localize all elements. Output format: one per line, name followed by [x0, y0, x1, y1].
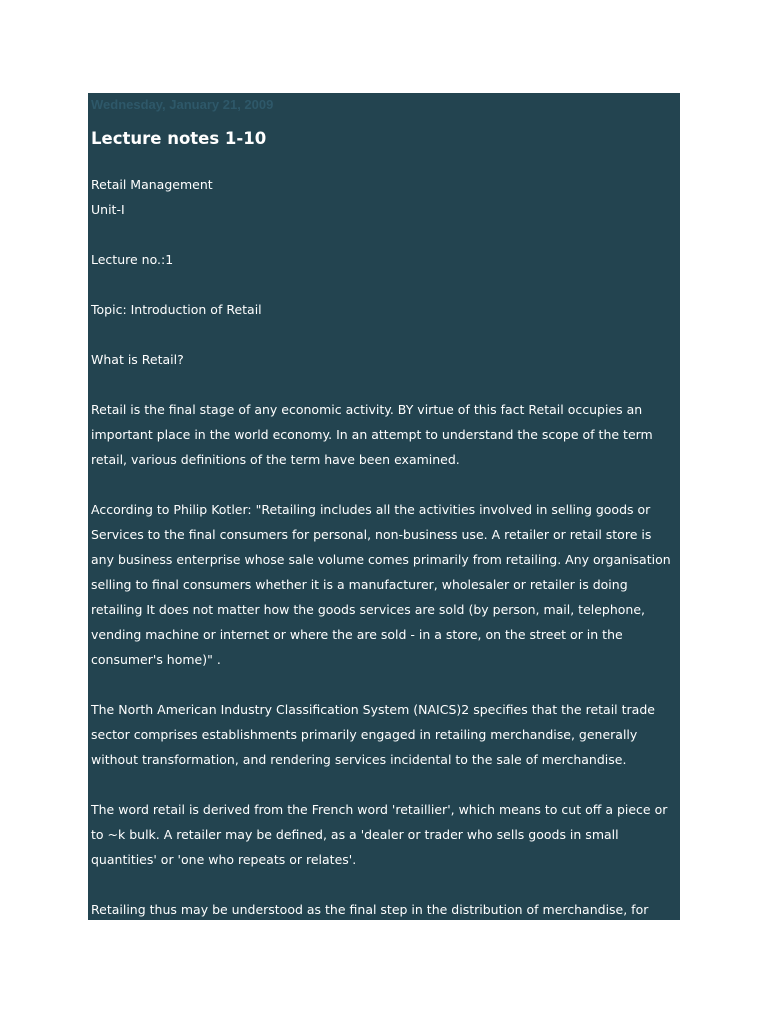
post-date: Wednesday, January 21, 2009 — [91, 97, 274, 112]
paragraph: The word retail is derived from the French word 'retaillier', which means to cut off a piece or to ~k bulk. A retailer may be defined, as a 'dealer or trader who sells goods in small quantities' or 'one who repeats or relates'. — [91, 802, 668, 867]
subject-line: Retail Management — [91, 177, 213, 192]
lecture-number: Lecture no.:1 — [91, 252, 174, 267]
paragraph: Retail is the final stage of any economic activity. BY virtue of this fact Retail occupies an important place in the world economy. In an attempt to understand the scope of the term retail, various definitions of the term have been examined. — [91, 402, 653, 467]
subject-heading — [91, 172, 677, 222]
section-question: What is Retail? — [91, 352, 184, 367]
blog-post-panel — [88, 93, 680, 920]
unit-line: Unit-I — [91, 202, 125, 217]
topic-line: Topic: Introduction of Retail — [91, 302, 262, 317]
paragraph: Retailing thus may be understood as the final step in the distribution of merchandise, for — [91, 902, 649, 917]
post-body — [91, 172, 677, 920]
paragraph: The North American Industry Classification System (NAICS)2 specifies that the retail trade sector comprises establishments primarily engaged in retailing merchandise, generally without transformation, and rendering services incidental to the sale of merchandise. — [91, 702, 655, 767]
post-title: Lecture notes 1-10 — [91, 129, 267, 148]
paragraph: According to Philip Kotler: "Retailing includes all the activities involved in selling goods or Services to the final consumers for personal, non-business use. A retailer or retail store is any business enterprise whose sale volume comes primarily from retailing. Any organisation selling to final consumers whether it is a manufacturer, wholesaler or retailer is doing retailing It does not matter how the goods services are sold (by person, mail, telephone, vending machine or internet or where the are sold - in a store, on the street or in the consumer's home)" . — [91, 502, 671, 667]
